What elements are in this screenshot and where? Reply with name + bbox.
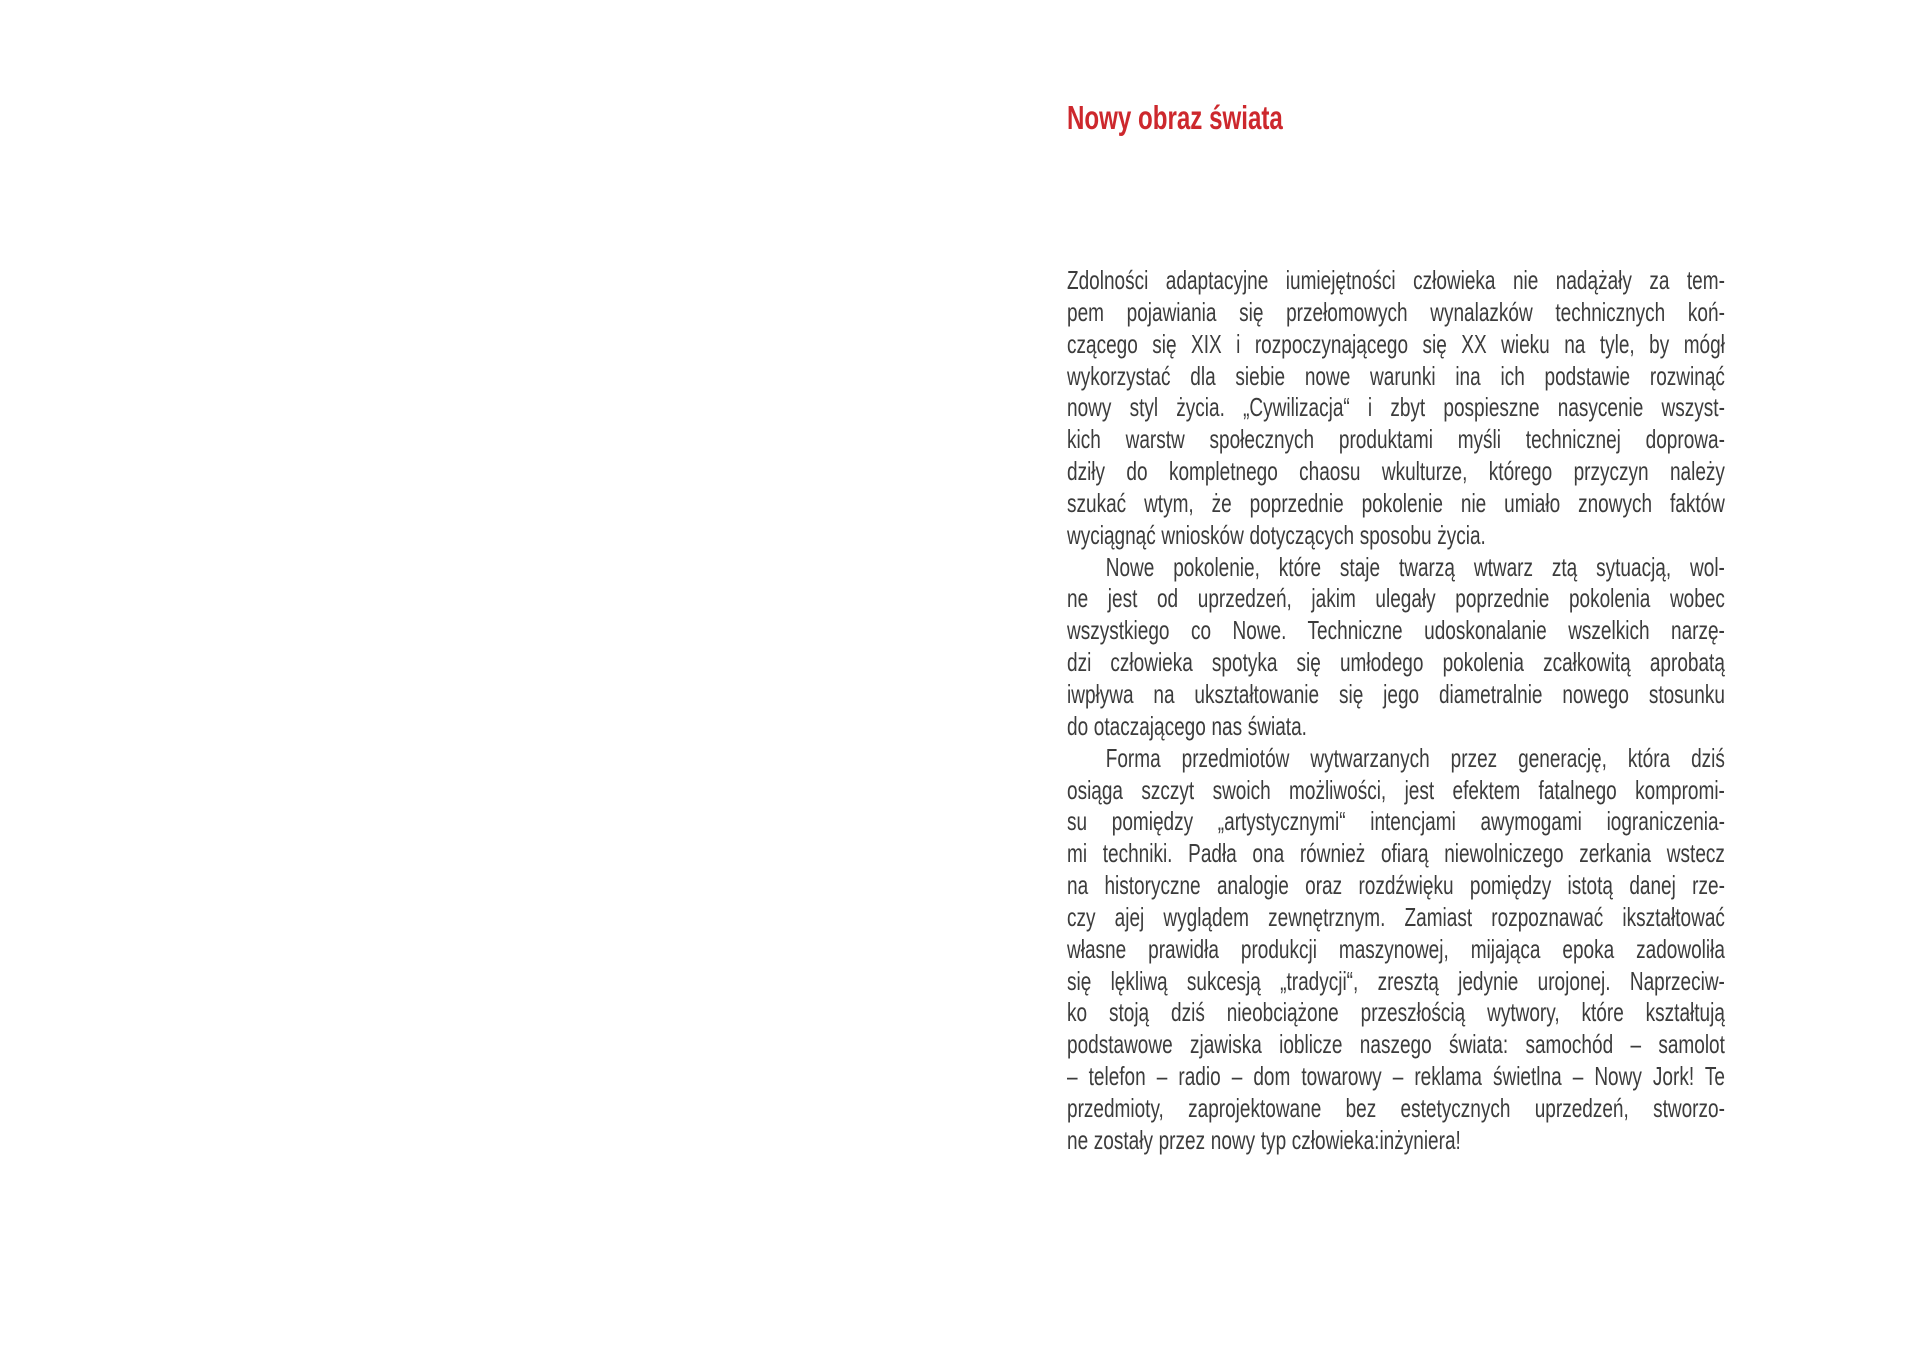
text-line: na historyczne analogie oraz rozdźwięku pomiędzy istotą danej rze- <box>1067 870 1725 901</box>
text-line: ne jest od uprzedzeń, jakim ulegały poprzednie pokolenia wobec <box>1067 583 1725 614</box>
text-line: własne prawidła produkcji maszynowej, mijająca epoka zadowoliła <box>1067 933 1725 964</box>
body-text <box>1067 265 1725 1157</box>
text-line: nowy styl życia. „Cywilizacja“ i zbyt pospieszne nasycenie wszyst- <box>1067 392 1725 423</box>
text-line: się lękliwą sukcesją „tradycji“, zresztą jedynie urojonej. Naprzeciw- <box>1067 965 1725 996</box>
text-column <box>1067 99 1725 1157</box>
text-line: wszystkiego co Nowe. Techniczne udoskonalanie wszelkich narzę- <box>1067 615 1725 646</box>
text-line: pem pojawiania się przełomowych wynalazków technicznych koń- <box>1067 296 1725 327</box>
text-line: Forma przedmiotów wytwarzanych przez generację, która dziś <box>1105 742 1725 773</box>
text-line: szukać wtym, że poprzednie pokolenie nie umiało znowych faktów <box>1067 487 1725 518</box>
text-line: czy ajej wyglądem zewnętrznym. Zamiast rozpoznawać ikształtować <box>1067 901 1725 932</box>
text-line: ko stoją dziś nieobciążone przeszłością wytwory, które kształtują <box>1067 997 1725 1028</box>
text-line: dzi człowieka spotyka się umłodego pokolenia zcałkowitą aprobatą <box>1067 647 1725 678</box>
chapter-title: Nowy obraz świata <box>1067 99 1283 136</box>
text-line: czącego się XIX i rozpoczynającego się XX wieku na tyle, by mógł <box>1067 328 1725 359</box>
text-line: su pomiędzy „artystycznymi“ intencjami awymogami iograniczenia- <box>1067 806 1725 837</box>
text-line: ne zostały przez nowy typ człowieka:inżyniera! <box>1067 1124 1461 1155</box>
text-line: mi techniki. Padła ona również ofiarą niewolniczego zerkania wstecz <box>1067 838 1725 869</box>
text-line: dziły do kompletnego chaosu wkulturze, którego przyczyn należy <box>1067 456 1725 487</box>
text-line: osiąga szczyt swoich możliwości, jest efektem fatalnego kompromi- <box>1067 774 1725 805</box>
text-line: kich warstw społecznych produktami myśli technicznej doprowa- <box>1067 424 1725 455</box>
text-line: do otaczającego nas świata. <box>1067 710 1307 741</box>
text-line: przedmioty, zaprojektowane bez estetycznych uprzedzeń, stworzo- <box>1067 1092 1725 1123</box>
text-line: wyciągnąć wniosków dotyczących sposobu życia. <box>1067 519 1486 550</box>
text-line: wykorzystać dla siebie nowe warunki ina ich podstawie rozwinąć <box>1067 360 1725 391</box>
text-line: – telefon – radio – dom towarowy – reklama świetlna – Nowy Jork! Te <box>1067 1061 1725 1092</box>
text-line: podstawowe zjawiska ioblicze naszego świata: samochód – samolot <box>1067 1029 1725 1060</box>
text-line: iwpływa na ukształtowanie się jego diametralnie nowego stosunku <box>1067 678 1725 709</box>
text-line: Nowe pokolenie, które staje twarzą wtwarz ztą sytuacją, wol- <box>1105 551 1725 582</box>
text-line: Zdolności adaptacyjne iumiejętności człowieka nie nadążały za tem- <box>1067 265 1725 295</box>
